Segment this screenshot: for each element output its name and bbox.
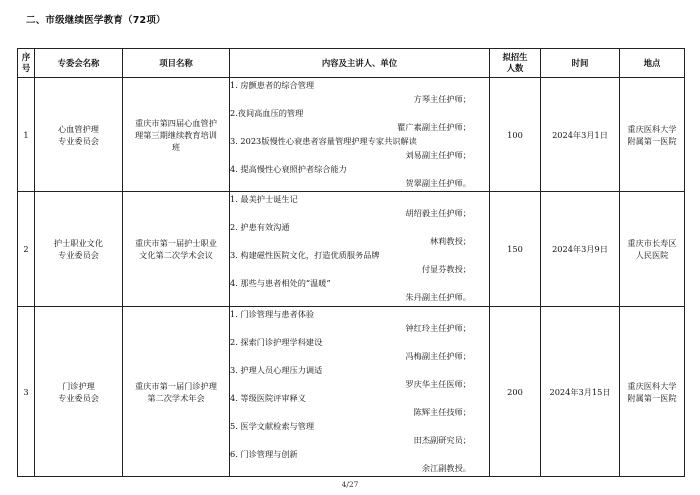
page-number: 4/27 — [341, 480, 359, 489]
lecture-speaker: 刘易副主任护师； — [405, 150, 471, 160]
table-row — [18, 307, 685, 477]
row-no: 3 — [18, 307, 35, 477]
lecture-title: 4. 提高慢性心衰照护者综合能力 — [230, 164, 347, 174]
lecture-title: 4. 等级医院评审释义 — [230, 393, 306, 403]
row-place: 重庆医科大学 附属第一医院 — [620, 78, 685, 192]
row-time: 2024年3月9日 — [541, 192, 620, 307]
header-place: 地点 — [620, 49, 685, 78]
header-no: 序 号 — [18, 49, 35, 78]
lecture-title: 3. 2023版慢性心衰患者容量管理护理专家共识解读 — [230, 136, 417, 146]
lecture-title: 1. 最美护士诞生记 — [230, 194, 298, 204]
row-no: 1 — [18, 78, 35, 192]
row-committee: 心血管护理 专业委员会 — [35, 78, 123, 192]
lecture-title: 5. 医学文献检索与管理 — [230, 421, 315, 431]
lecture-title: 1. 房颤患者的综合管理 — [230, 80, 315, 90]
lecture-title: 3. 构建磁性医院文化，打造优质服务品牌 — [230, 250, 380, 260]
education-table — [17, 48, 685, 477]
header-project: 项目名称 — [123, 49, 230, 78]
lecture-speaker: 朱丹副主任护师。 — [405, 292, 471, 302]
row-place: 重庆市长寿区 人民医院 — [620, 192, 685, 307]
row-project: 重庆市第一届护士职业 文化第二次学术会议 — [123, 192, 230, 307]
lecture-title: 2. 护患有效沟通 — [230, 222, 290, 232]
table-header-row — [18, 49, 685, 78]
lecture-title: 2. 探索门诊护理学科建设 — [230, 337, 323, 347]
row-content — [230, 78, 490, 192]
lecture-speaker: 方琴主任护师； — [413, 94, 471, 104]
row-count: 150 — [490, 192, 541, 307]
lecture-speaker: 钟红玲主任护师； — [405, 323, 471, 333]
lecture-speaker: 陈辉主任技师； — [413, 407, 471, 417]
lecture-speaker: 罗庆华主任医师； — [405, 379, 471, 389]
header-committee: 专委会名称 — [35, 49, 123, 78]
lecture-title: 3. 护理人员心理压力调适 — [230, 365, 323, 375]
lecture-speaker: 田杰副研究员； — [413, 435, 471, 445]
table-row — [18, 78, 685, 192]
row-count: 100 — [490, 78, 541, 192]
header-content: 内容及主讲人、单位 — [230, 49, 490, 78]
row-committee: 护士职业文化 专业委员会 — [35, 192, 123, 307]
table-row — [18, 192, 685, 307]
lecture-speaker: 余江副教授。 — [421, 463, 471, 473]
lecture-title: 4. 那些与患者相处的“温暖” — [230, 278, 331, 288]
lecture-speaker: 冯梅副主任护师； — [405, 351, 471, 361]
row-committee: 门诊护理 专业委员会 — [35, 307, 123, 477]
row-content — [230, 307, 490, 477]
lecture-speaker: 林莉教授； — [430, 236, 471, 246]
lecture-title: 2.夜间高血压的管理 — [230, 108, 304, 118]
section-title: 二、市级继续医学教育（72项） — [26, 15, 166, 26]
lecture-speaker: 付显芬教授； — [421, 264, 471, 274]
row-time: 2024年3月15日 — [541, 307, 620, 477]
lecture-speaker: 胡绍毅主任护师； — [405, 208, 471, 218]
lecture-speaker: 贺翠副主任护师。 — [405, 178, 471, 188]
header-count: 拟招生 人数 — [490, 49, 541, 78]
lecture-title: 6. 门诊管理与创新 — [230, 449, 298, 459]
row-time: 2024年3月1日 — [541, 78, 620, 192]
lecture-title: 1. 门诊管理与患者体验 — [230, 309, 315, 319]
row-project: 重庆市第四届心血管护 理第三期继续教育培训 班 — [123, 78, 230, 192]
row-content — [230, 192, 490, 307]
lecture-speaker: 瞿广素副主任护师； — [397, 122, 471, 132]
header-time: 时间 — [541, 49, 620, 78]
row-count: 200 — [490, 307, 541, 477]
row-no: 2 — [18, 192, 35, 307]
row-project: 重庆市第一届门诊护理 第二次学术年会 — [123, 307, 230, 477]
row-place: 重庆医科大学 附属第一医院 — [620, 307, 685, 477]
